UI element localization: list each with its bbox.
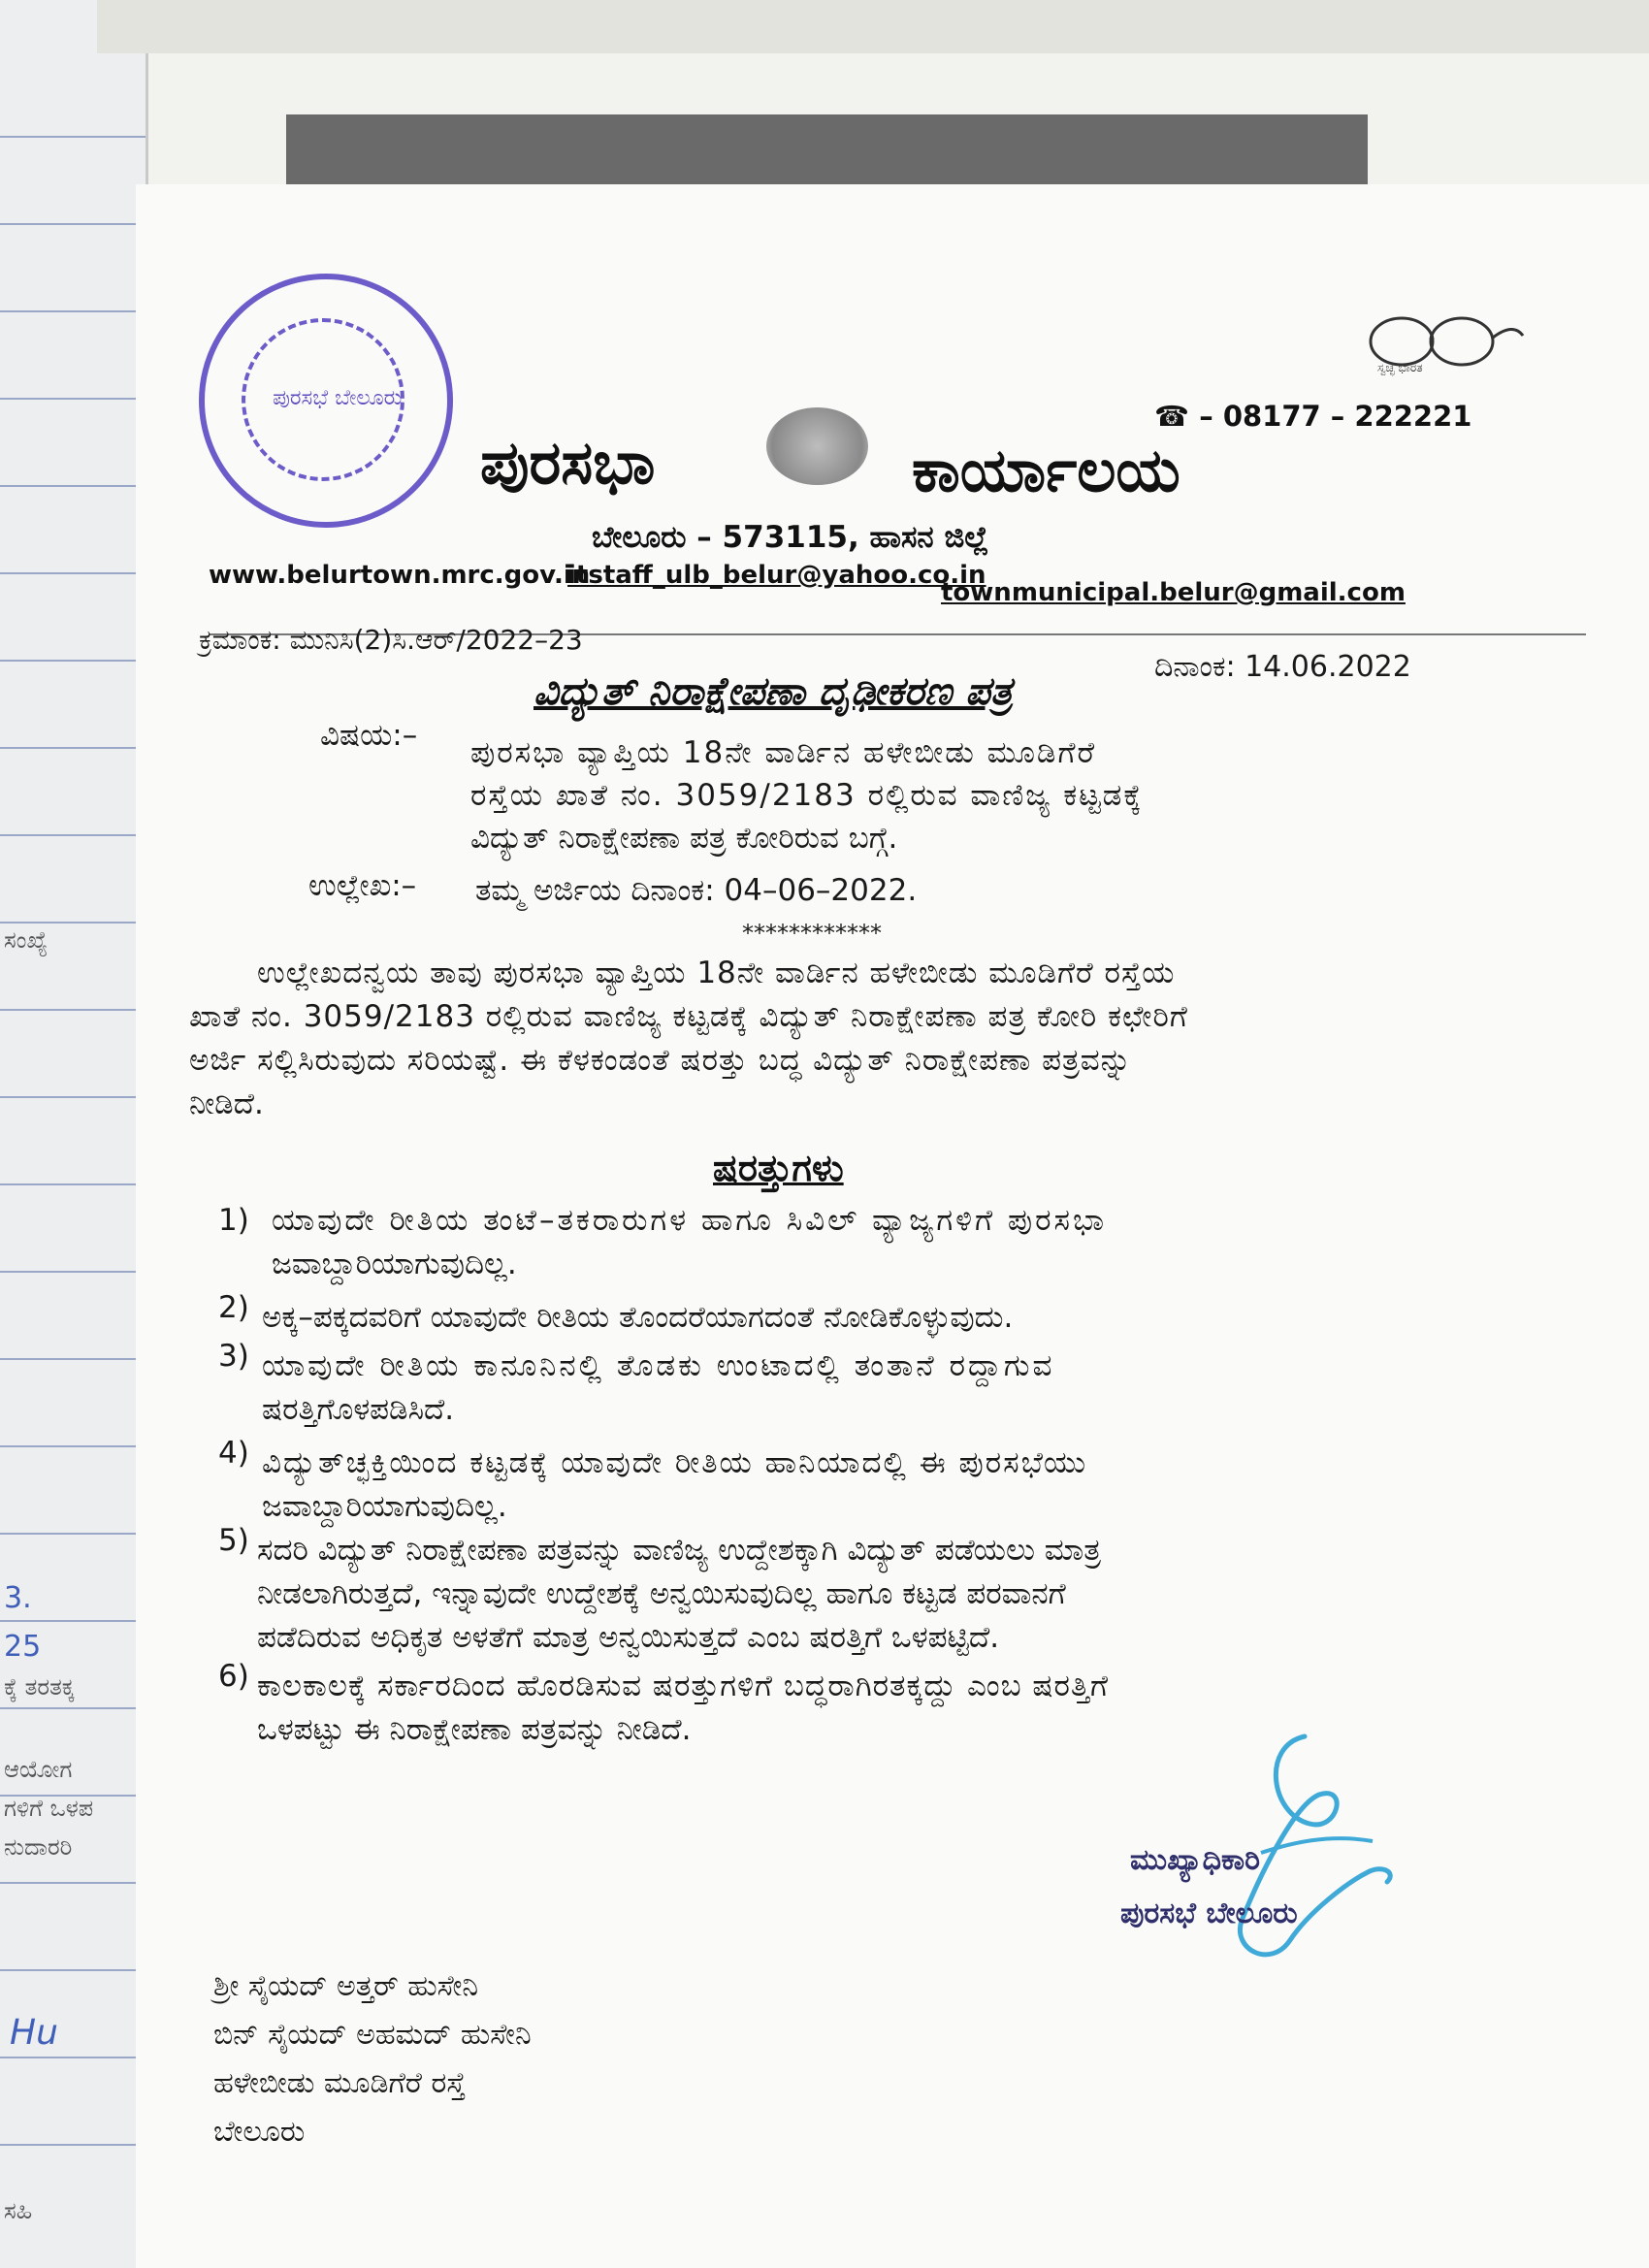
subject-label: ವಿಷಯ:– (320, 718, 418, 753)
subject-line: ವಿದ್ಯುತ್ ನಿರಾಕ್ಷೇಪಣಾ ಪತ್ರ ಕೋರಿರುವ ಬಗ್ಗೆ. (470, 821, 898, 856)
website-link[interactable]: www.belurtown.mrc.gov.in (209, 561, 591, 590)
condition-number: 4) (218, 1436, 249, 1471)
phone-number: ☎ – 08177 – 222221 (1154, 400, 1472, 433)
condition-line: ನೀಡಲಾಗಿರುತ್ತದೆ, ಇನ್ನಾವುದೇ ಉದ್ದೇಶಕ್ಕೆ ಅನ್ವಯಿಸುವುದಿಲ್ಲ ಹಾಗೂ ಕಟ್ಟಡ ಪರವಾನಗೆ (257, 1576, 1066, 1611)
condition-line: ವಿದ್ಯುತ್‌ಚ್ಛಕ್ತಿಯಿಂದ ಕಟ್ಟಡಕ್ಕೆ ಯಾವುದೇ ರೀತಿಯ ಹಾನಿಯಾದಲ್ಲಿ ಈ ಪುರಸಭೆಯು (262, 1445, 1088, 1480)
ruled-line (0, 1533, 146, 1535)
ruled-line (0, 1882, 146, 1884)
recipient-line: ಬೇಲೂರು (213, 2115, 306, 2149)
ruled-line (0, 1969, 146, 1971)
recipient-line: ಶ್ರೀ ಸೈಯದ್ ಅತ್ತರ್ ಹುಸೇನಿ (213, 1969, 479, 2003)
ruled-line (0, 1358, 146, 1360)
condition-line: ಕಾಲಕಾಲಕ್ಕೆ ಸರ್ಕಾರದಿಂದ ಹೊರಡಿಸುವ ಷರತ್ತುಗಳಿಗೆ ಬದ್ಧರಾಗಿರತಕ್ಕದ್ದು ಎಂಬ ಷರತ್ತಿಗೆ (257, 1669, 1109, 1703)
left-snippet: ಸಂಖ್ಯೆ (4, 926, 48, 954)
condition-line: ಜವಾಬ್ದಾರಿಯಾಗುವುದಿಲ್ಲ. (262, 1489, 507, 1524)
reference-label: ಉಲ್ಲೇಖ:– (308, 868, 417, 903)
condition-line: ಯಾವುದೇ ರೀತಿಯ ತಂಟೆ–ತಕರಾರುಗಳ ಹಾಗೂ ಸಿವಿಲ್ ವ್ಯಾಜ್ಯಗಳಿಗೆ ಪುರಸಭಾ (272, 1203, 1108, 1238)
logo-caption: ಸ್ವಚ್ಛ ಭಾರತ (1377, 361, 1423, 374)
body-line: ಖಾತೆ ನಂ. 3059/2183 ರಲ್ಲಿರುವ ವಾಣಿಜ್ಯ ಕಟ್ಟಡಕ್ಕೆ ವಿದ್ಯುತ್ ನಿರಾಕ್ಷೇಪಣಾ ಪತ್ರ ಕೋರಿ ಕಛೇರಿಗೆ (189, 999, 1188, 1034)
office-title-right: ಕಾರ್ಯಾಲಯ (912, 435, 1180, 505)
signatory-office: ಪುರಸಭೆ ಬೇಲೂರು (1120, 1896, 1298, 1930)
top-shadow-strip (97, 0, 1649, 53)
ruled-line (0, 2144, 146, 2146)
seal-text: ಪುರಸಭೆ ಬೇಲೂರು (273, 386, 403, 410)
left-snippet: 3. (4, 1581, 32, 1615)
ruled-line (0, 572, 146, 574)
left-snippet: ಆಯೋಗ (4, 1756, 73, 1783)
email-link-staff[interactable]: itstaff_ulb_belur@yahoo.co.in (567, 561, 986, 590)
office-title-left: ಪುರಸಭಾ (480, 427, 656, 498)
separator-stars: ************ (742, 920, 882, 947)
ruled-line (0, 1620, 146, 1622)
left-snippet: 25 (4, 1630, 42, 1664)
government-emblem-icon (766, 407, 868, 485)
underlying-register-page (0, 0, 148, 2268)
reference-number: ಕ್ರಮಾಂಕ: ಮುನಿಸಿ(2)ಸಿ.ಆರ್/2022–23 (199, 624, 583, 656)
condition-line: ಷರತ್ತಿಗೊಳಪಡಿಸಿದೆ. (262, 1392, 455, 1427)
recipient-line: ಹಳೇಬೀಡು ಮೂಡಿಗೆರೆ ರಸ್ತೆ (213, 2066, 467, 2100)
condition-line: ಒಳಪಟ್ಟು ಈ ನಿರಾಕ್ಷೇಪಣಾ ಪತ್ರವನ್ನು ನೀಡಿದೆ. (257, 1712, 692, 1747)
ruled-line (0, 660, 146, 662)
left-snippet: ಸಹಿ (4, 2197, 33, 2224)
ruled-line (0, 485, 146, 487)
conditions-heading: ಷರತ್ತುಗಳು (713, 1147, 844, 1189)
condition-line: ಜವಾಬ್ದಾರಿಯಾಗುವುದಿಲ್ಲ. (272, 1247, 517, 1281)
ruled-line (0, 1183, 146, 1185)
ruled-line (0, 1096, 146, 1098)
body-line: ನೀಡಿದೆ. (189, 1086, 264, 1121)
signatory-designation: ಮುಖ್ಯಾಧಿಕಾರಿ (1130, 1843, 1260, 1877)
condition-line: ಯಾವುದೇ ರೀತಿಯ ಕಾನೂನಿನಲ್ಲಿ ತೊಡಕು ಉಂಟಾದಲ್ಲಿ ತಂತಾನೆ ರದ್ದಾಗುವ (262, 1348, 1055, 1383)
office-address: ಬೇಲೂರು – 573115, ಹಾಸನ ಜಿಲ್ಲೆ (592, 520, 989, 555)
ruled-line (0, 1271, 146, 1273)
ruled-line (0, 747, 146, 749)
ruled-line (0, 1445, 146, 1447)
ruled-line (0, 223, 146, 225)
condition-line: ಸದರಿ ವಿದ್ಯುತ್ ನಿರಾಕ್ಷೇಪಣಾ ಪತ್ರವನ್ನು ವಾಣಿಜ್ಯ ಉದ್ದೇಶಕ್ಕಾಗಿ ವಿದ್ಯುತ್ ಪಡೆಯಲು ಮಾತ್ರ (257, 1533, 1101, 1568)
ruled-line (0, 398, 146, 400)
ruled-line (0, 922, 146, 923)
condition-line: ಪಡೆದಿರುವ ಅಧಿಕೃತ ಅಳತೆಗೆ ಮಾತ್ರ ಅನ್ವಯಿಸುತ್ತದೆ ಎಂಬ ಷರತ್ತಿಗೆ ಒಳಪಟ್ಟಿದೆ. (257, 1620, 1000, 1655)
left-handwriting: Hu (10, 2013, 58, 2053)
condition-number: 2) (218, 1290, 249, 1325)
left-snippet: ನುದಾರರಿ (4, 1833, 73, 1861)
left-snippet: ಕ್ಕೆ ತರತಕ್ಕ (4, 1673, 75, 1701)
condition-number: 3) (218, 1339, 249, 1374)
ruled-line (0, 834, 146, 836)
recipient-line: ಬಿನ್ ಸೈಯದ್ ಅಹಮದ್ ಹುಸೇನಿ (213, 2018, 532, 2052)
letter-date: ದಿನಾಂಕ: 14.06.2022 (1154, 650, 1411, 684)
body-line: ಅರ್ಜಿ ಸಲ್ಲಿಸಿರುವುದು ಸರಿಯಷ್ಟೆ. ಈ ಕೆಳಕಂಡಂತೆ ಷರತ್ತು ಬದ್ಧ ವಿದ್ಯುತ್ ನಿರಾಕ್ಷೇಪಣಾ ಪತ್ರವನ್ನು (189, 1043, 1132, 1078)
body-line: ಉಲ್ಲೇಖದನ್ವಯ ತಾವು ಪುರಸಭಾ ವ್ಯಾಪ್ತಿಯ 18ನೇ ವಾರ್ಡಿನ ಹಳೇಬೀಡು ಮೂಡಿಗೆರೆ ರಸ್ತೆಯ (257, 956, 1176, 990)
subject-line: ರಸ್ತೆಯ ಖಾತೆ ನಂ. 3059/2183 ರಲ್ಲಿರುವ ವಾಣಿಜ್ಯ ಕಟ್ಟಡಕ್ಕೆ (470, 778, 1144, 813)
ruled-line (0, 310, 146, 312)
condition-number: 6) (218, 1659, 249, 1694)
ruled-line (0, 1707, 146, 1709)
subject-line: ಪುರಸಭಾ ವ್ಯಾಪ್ತಿಯ 18ನೇ ವಾರ್ಡಿನ ಹಳೇಬೀಡು ಮೂಡಿಗೆರೆ (470, 735, 1097, 770)
email-link-municipal[interactable]: townmunicipal.belur@gmail.com (941, 578, 1406, 607)
ruled-line (0, 136, 146, 138)
condition-number: 5) (218, 1523, 249, 1558)
left-snippet: ಗಳಿಗೆ ಒಳಪ (4, 1795, 94, 1822)
office-seal-stamp (199, 274, 453, 528)
ruled-line (0, 1009, 146, 1011)
document-title: ವಿದ್ಯುತ್ ನಿರಾಕ್ಷೇಪಣಾ ದೃಢೀಕರಣ ಪತ್ರ (534, 669, 1013, 714)
condition-line: ಅಕ್ಕ–ಪಕ್ಕದವರಿಗೆ ಯಾವುದೇ ರೀತಿಯ ತೊಂದರೆಯಾಗದಂತೆ ನೋಡಿಕೊಳ್ಳುವುದು. (262, 1300, 1014, 1335)
reference-text: ತಮ್ಮ ಅರ್ಜಿಯ ದಿನಾಂಕ: 04–06–2022. (475, 873, 918, 908)
condition-number: 1) (218, 1203, 249, 1238)
ruled-line (0, 2057, 146, 2058)
